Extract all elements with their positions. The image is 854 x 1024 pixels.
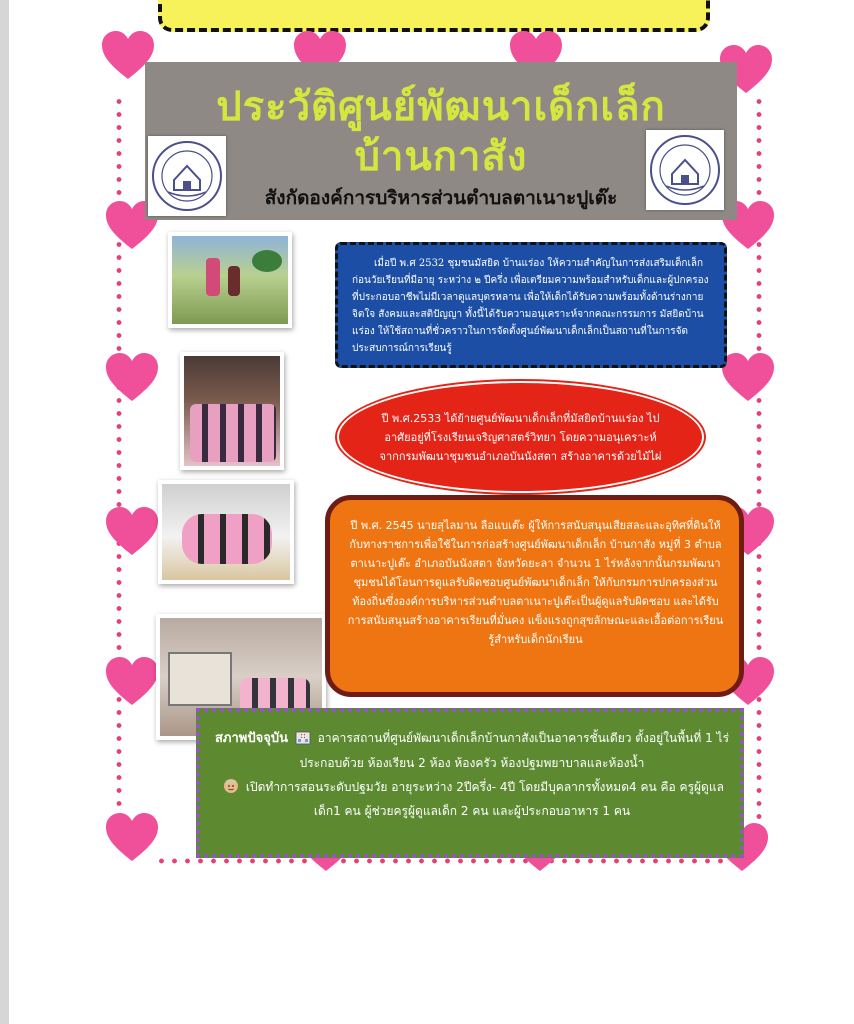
heart-icon bbox=[720, 352, 776, 404]
poster-subtitle: สังกัดองค์การบริหารส่วนตำบลตาเนาะปูเต๊ะ bbox=[264, 187, 618, 209]
photo-outdoor-children bbox=[168, 232, 292, 328]
heart-icon bbox=[104, 506, 160, 558]
heart-icon bbox=[104, 812, 160, 864]
heart-icon bbox=[104, 656, 160, 708]
border-dots-bottom bbox=[155, 858, 725, 864]
current-status-staff: เปิดทำการสอนระดับปฐมวัย อายุระหว่าง 2ปีครึ่ง- 4ปี โดยมีบุคลากรทั้งหมด4 คน คือ ครูผู้ดูแลเด็ก1 คน ผู้ช่วยครูผู้ดูแลเด็ก 2 คน และผู้ประกอบอาหาร 1 คน bbox=[245, 780, 724, 818]
current-status-building: อาคารสถานที่ศูนย์พัฒนาเด็กเล็กบ้านกาสังเป็นอาคารชั้นเดียว ตั้งอยู่ในพื้นที่ 1 ไร่ ประกอบด้วย ห้องเรียน 2 ห้อง ห้องครัว ห้องปฐมพยาบาลและห้องน้ำ bbox=[299, 731, 730, 770]
hospital-building-icon bbox=[295, 729, 311, 745]
photo-children-playing bbox=[158, 480, 294, 584]
photo-classroom-children bbox=[180, 352, 284, 470]
history-box-2545: ปี พ.ศ. 2545 นายสุไลมาน ลือแบเต๊ะ ผู้ให้การสนับสนุนเสียสละและอุทิศที่ดินให้กับทางราชการเพื่อใช้ในการก่อสร้างศูนย์พัฒนาเด็กเล็ก บ้านกาสัง หมู่ที่ 3 ตำบลตาเนาะปูเต๊ะ อำเภอบันนังสตา จังหวัดยะลา จำนวน 1 ไร่หลังจากนั้นกรมพัฒนาชุมชนได้โอนการดูแลรับผิดชอบศูนย์พัฒนาเด็กเล็ก ให้กับกรมการปกครองส่วนท้องถิ่นซึ่งองค์การบริหารส่วนตำบลตาเนาะปูเต๊ะเป็นผู้ดูแลรับผิดชอบ และได้รับการสนับสนุนสร้างอาคารเรียนที่มั่นคง แข็งแรงถูกสุขลักษณะและเอื้อต่อการเรียนรู้สำหรับเด็กนักเรียน bbox=[325, 495, 744, 697]
person-icon bbox=[223, 778, 239, 794]
school-seal-logo bbox=[148, 136, 226, 216]
document-edge bbox=[0, 0, 9, 1024]
school-seal-logo bbox=[646, 130, 724, 210]
current-status-heading: สภาพปัจจุบัน bbox=[214, 731, 288, 746]
heart-icon bbox=[104, 352, 160, 404]
current-status-box bbox=[196, 708, 744, 858]
history-box-2533 bbox=[337, 381, 704, 493]
history-text-2533: ปี พ.ศ.2533 ได้ย้ายศูนย์พัฒนาเด็กเล็กที่มัสยิดบ้านแร่อง ไปอาศัยอยู่ที่โรงเรียนเจริญศาสตร์วิทยา โดยความอนุเคราะห์จากกรมพัฒนาชุมชนอำเภอบันนังสตา สร้างอาคารด้วยไม้ไผ่ bbox=[379, 411, 662, 463]
poster-title: ประวัติศูนย์พัฒนาเด็กเล็ก bbox=[216, 84, 666, 130]
history-box-2532: เมื่อปี พ.ศ 2532 ชุมชนมัสยิด บ้านแร่อง ให้ความสำคัญในการส่งเสริมเด็กเล็กก่อนวัยเรียนที่มีอายุ ระหว่าง ๒ ปีครึ่ง เพื่อเตรียมความพร้อมสำหรับเด็กและผู้ปกครองที่ประกอบอาชีพไม่มีเวลาดูแลบุตรหลาน เพื่อให้เด็กได้รับความพร้อมทั้งด้านร่างกาย จิตใจ สังคมและสติปัญญา ทั้งนี้ได้รับความอนุเคราะห์จากคณะกรรมการ มัสยิดบ้านแร่อง ให้ใช้สถานที่ชั่วคราวในการจัดตั้งศูนย์พัฒนาเด็กเล็กเป็นสถานที่ในการจัดประสบการณ์การเรียนรู้ bbox=[335, 242, 727, 368]
poster-title-school: บ้านกาสัง bbox=[354, 134, 528, 180]
top-banner bbox=[158, 0, 710, 32]
